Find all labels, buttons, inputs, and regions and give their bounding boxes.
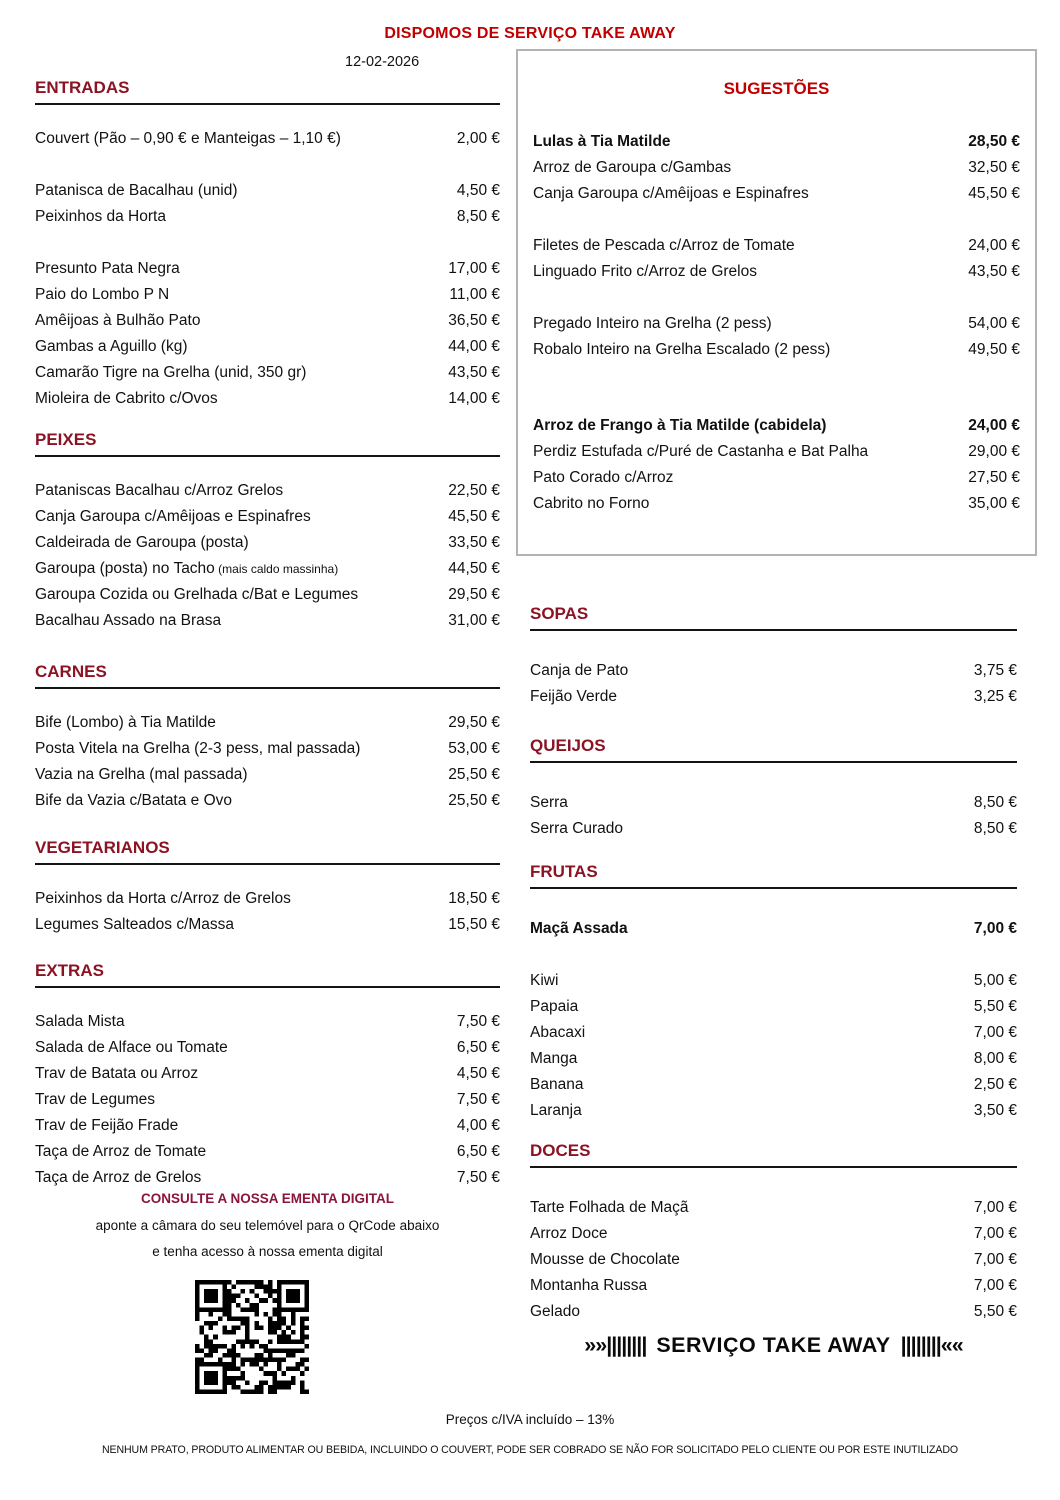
- menu-item-row: [533, 465, 1020, 491]
- item-price: 29,00 €: [968, 443, 1020, 460]
- item-name: Salada Mista: [35, 1013, 125, 1030]
- item-price: 25,50 €: [448, 766, 500, 783]
- menu-item-row: [533, 155, 1020, 181]
- menu-section-queijos: [530, 736, 1017, 842]
- item-name: Couvert (Pão – 0,90 € e Manteigas – 1,10 €): [35, 130, 341, 147]
- page-title: DISPOMOS DE SERVIÇO TAKE AWAY: [384, 25, 676, 42]
- menu-item-row: [35, 386, 500, 412]
- item-name: Trav de Batata ou Arroz: [35, 1065, 199, 1082]
- menu-item-row: [35, 1035, 500, 1061]
- menu-section-vegetarianos: [35, 838, 500, 938]
- item-name: Taça de Arroz de Tomate: [35, 1143, 207, 1160]
- item-price: 2,50 €: [973, 1076, 1017, 1093]
- menu-item-row: [530, 916, 1017, 942]
- menu-item-row: [35, 178, 500, 204]
- item-name: Serra: [530, 794, 568, 811]
- item-group: [35, 478, 500, 634]
- menu-item-row: [35, 334, 500, 360]
- item-name: Feijão Verde: [530, 688, 618, 705]
- menu-item-row: [533, 311, 1020, 337]
- menu-item-row: [35, 360, 500, 386]
- item-name: Filetes de Pescada c/Arroz de Tomate: [533, 237, 795, 254]
- item-price: 2,00 €: [456, 130, 500, 147]
- takeaway-banner: [530, 1333, 1017, 1358]
- item-price: 3,75 €: [973, 662, 1017, 679]
- item-group: [533, 311, 1020, 363]
- item-name: Gambas a Aguillo (kg): [35, 338, 188, 355]
- menu-item-row: [35, 256, 500, 282]
- item-name: Peixinhos da Horta: [35, 208, 166, 225]
- item-group: [533, 129, 1020, 207]
- item-price: 7,00 €: [973, 1199, 1017, 1216]
- section-title: CARNES: [35, 662, 500, 689]
- section-title: DOCES: [530, 1141, 1017, 1168]
- suggestions-items: [533, 129, 1020, 517]
- section-title: ENTRADAS: [35, 78, 500, 105]
- item-price: 53,00 €: [448, 740, 500, 757]
- legal-disclaimer: NENHUM PRATO, PRODUTO ALIMENTAR OU BEBIDA, INCLUINDO O COUVERT, PODE SER COBRADO SE NÃO FOR SOLICITADO PELO CLIENTE OU POR ESTE INUTILIZADO: [101, 1444, 959, 1456]
- menu-item-row: [35, 912, 500, 938]
- item-name: Pataniscas Bacalhau c/Arroz Grelos: [35, 482, 284, 499]
- item-note: (mais caldo massinha): [214, 562, 339, 576]
- qr-code-icon: [192, 1280, 312, 1394]
- menu-item-row: [533, 439, 1020, 465]
- item-price: 7,50 €: [456, 1169, 500, 1186]
- item-name: Arroz Doce: [530, 1225, 608, 1242]
- menu-section-sopas: [530, 604, 1017, 710]
- section-title: FRUTAS: [530, 862, 1017, 889]
- menu-item-row: [530, 968, 1017, 994]
- item-price: 54,00 €: [968, 315, 1020, 332]
- item-name: Garoupa (posta) no Tacho (mais caldo massinha): [35, 560, 339, 577]
- item-name: Legumes Salteados c/Massa: [35, 916, 235, 933]
- item-name: Presunto Pata Negra: [35, 260, 180, 277]
- menu-section-doces: [530, 1141, 1017, 1325]
- item-price: 7,00 €: [973, 920, 1017, 937]
- section-title: QUEIJOS: [530, 736, 1017, 763]
- menu-section-carnes: [35, 662, 500, 814]
- item-price: 8,50 €: [973, 794, 1017, 811]
- item-name: Mioleira de Cabrito c/Ovos: [35, 390, 218, 407]
- item-price: 33,50 €: [448, 534, 500, 551]
- item-name: Bife (Lombo) à Tia Matilde: [35, 714, 216, 731]
- menu-item-row: [35, 282, 500, 308]
- item-price: 44,50 €: [448, 560, 500, 577]
- item-name: Manga: [530, 1050, 578, 1067]
- item-name: Kiwi: [530, 972, 559, 989]
- item-price: 31,00 €: [448, 612, 500, 629]
- item-price: 25,50 €: [448, 792, 500, 809]
- menu-item-row: [35, 308, 500, 334]
- section-title: PEIXES: [35, 430, 500, 457]
- item-name: Linguado Frito c/Arroz de Grelos: [533, 263, 757, 280]
- item-price: 45,50 €: [448, 508, 500, 525]
- item-name: Papaia: [530, 998, 579, 1015]
- menu-item-row: [530, 1221, 1017, 1247]
- item-group: [530, 1195, 1017, 1325]
- menu-item-row: [530, 1046, 1017, 1072]
- menu-item-row: [35, 762, 500, 788]
- menu-item-row: [35, 530, 500, 556]
- item-price: 43,50 €: [448, 364, 500, 381]
- item-name: Abacaxi: [530, 1024, 586, 1041]
- item-price: 22,50 €: [448, 482, 500, 499]
- item-name: Trav de Legumes: [35, 1091, 156, 1108]
- menu-item-row: [530, 790, 1017, 816]
- item-group: [530, 790, 1017, 842]
- item-price: 27,50 €: [968, 469, 1020, 486]
- item-group: [530, 968, 1017, 1124]
- item-price: 5,50 €: [973, 1303, 1017, 1320]
- item-name: Salada de Alface ou Tomate: [35, 1039, 228, 1056]
- item-name: Banana: [530, 1076, 584, 1093]
- menu-item-row: [530, 994, 1017, 1020]
- menu-item-row: [533, 259, 1020, 285]
- item-price: 3,25 €: [973, 688, 1017, 705]
- item-group: [530, 658, 1017, 710]
- item-price: 17,00 €: [448, 260, 500, 277]
- item-price: 45,50 €: [968, 185, 1020, 202]
- item-price: 49,50 €: [968, 341, 1020, 358]
- item-price: 3,50 €: [973, 1102, 1017, 1119]
- item-price: 14,00 €: [448, 390, 500, 407]
- item-price: 29,50 €: [448, 714, 500, 731]
- item-name: Arroz de Frango à Tia Matilde (cabidela): [533, 417, 827, 434]
- item-price: 15,50 €: [448, 916, 500, 933]
- menu-item-row: [35, 788, 500, 814]
- menu-item-row: [533, 129, 1020, 155]
- item-price: 8,50 €: [456, 208, 500, 225]
- menu-section-peixes: [35, 430, 500, 634]
- menu-section-frutas: [530, 862, 1017, 1124]
- item-price: 24,00 €: [968, 417, 1020, 434]
- menu-item-row: [533, 413, 1020, 439]
- menu-item-row: [35, 1165, 500, 1191]
- item-name: Perdiz Estufada c/Puré de Castanha e Bat Palha: [533, 443, 869, 460]
- item-price: 35,00 €: [968, 495, 1020, 512]
- menu-date: 12-02-2026: [345, 54, 420, 70]
- menu-item-row: [35, 1009, 500, 1035]
- item-name: Pregado Inteiro na Grelha (2 pess): [533, 315, 772, 332]
- item-price: 44,00 €: [448, 338, 500, 355]
- item-group: [533, 413, 1020, 517]
- item-name: Serra Curado: [530, 820, 624, 837]
- item-price: 7,50 €: [456, 1013, 500, 1030]
- menu-item-row: [533, 491, 1020, 517]
- menu-item-row: [35, 126, 500, 152]
- suggestions-box: [516, 49, 1037, 556]
- item-group: [35, 886, 500, 938]
- menu-item-row: [530, 1072, 1017, 1098]
- menu-item-row: [35, 478, 500, 504]
- banner-text: SERVIÇO TAKE AWAY: [656, 1333, 891, 1357]
- item-name: Mousse de Chocolate: [530, 1251, 680, 1268]
- menu-item-row: [35, 204, 500, 230]
- item-name: Maçã Assada: [530, 920, 628, 937]
- menu-item-row: [35, 1061, 500, 1087]
- item-price: 43,50 €: [968, 263, 1020, 280]
- menu-item-row: [35, 556, 500, 582]
- item-group: [35, 256, 500, 412]
- item-group: [35, 1009, 500, 1191]
- item-name: Montanha Russa: [530, 1277, 648, 1294]
- item-price: 7,00 €: [973, 1251, 1017, 1268]
- menu-item-row: [530, 684, 1017, 710]
- item-name: Camarão Tigre na Grelha (unid, 350 gr): [35, 364, 307, 381]
- item-price: 5,00 €: [973, 972, 1017, 989]
- item-name: Lulas à Tia Matilde: [533, 133, 671, 150]
- menu-item-row: [530, 816, 1017, 842]
- suggestions-title: SUGESTÕES: [723, 79, 830, 98]
- menu-item-row: [530, 1247, 1017, 1273]
- item-name: Paio do Lombo P N: [35, 286, 170, 303]
- item-name: Canja Garoupa c/Amêijoas e Espinafres: [35, 508, 311, 525]
- menu-item-row: [35, 504, 500, 530]
- item-name: Patanisca de Bacalhau (unid): [35, 182, 238, 199]
- menu-item-row: [530, 1273, 1017, 1299]
- item-price: 29,50 €: [448, 586, 500, 603]
- item-price: 4,00 €: [456, 1117, 500, 1134]
- item-price: 7,00 €: [973, 1024, 1017, 1041]
- item-price: 4,50 €: [456, 1065, 500, 1082]
- item-name: Bacalhau Assado na Brasa: [35, 612, 222, 629]
- item-group: [533, 233, 1020, 285]
- digital-menu-block: [35, 1190, 500, 1260]
- digital-menu-line2: e tenha acesso à nossa ementa digital: [152, 1244, 383, 1259]
- item-price: 8,00 €: [973, 1050, 1017, 1067]
- menu-item-row: [530, 1020, 1017, 1046]
- menu-item-row: [533, 181, 1020, 207]
- item-price: 5,50 €: [973, 998, 1017, 1015]
- item-price: 28,50 €: [968, 133, 1020, 150]
- item-name: Garoupa Cozida ou Grelhada c/Bat e Legumes: [35, 586, 359, 603]
- item-name: Caldeirada de Garoupa (posta): [35, 534, 249, 551]
- item-price: 7,00 €: [973, 1277, 1017, 1294]
- item-price: 24,00 €: [968, 237, 1020, 254]
- menu-item-row: [530, 1299, 1017, 1325]
- menu-item-row: [35, 582, 500, 608]
- item-name: Robalo Inteiro na Grelha Escalado (2 pess): [533, 341, 831, 358]
- item-name: Amêijoas à Bulhão Pato: [35, 312, 201, 329]
- item-price: 18,50 €: [448, 890, 500, 907]
- item-name: Pato Corado c/Arroz: [533, 469, 674, 486]
- item-name: Laranja: [530, 1102, 582, 1119]
- item-name: Canja Garoupa c/Amêijoas e Espinafres: [533, 185, 809, 202]
- digital-menu-title: CONSULTE A NOSSA EMENTA DIGITAL: [141, 1191, 394, 1206]
- section-title: SOPAS: [530, 604, 1017, 631]
- menu-item-row: [530, 658, 1017, 684]
- item-price: 36,50 €: [448, 312, 500, 329]
- menu-item-row: [533, 233, 1020, 259]
- item-name: Taça de Arroz de Grelos: [35, 1169, 202, 1186]
- item-price: 11,00 €: [449, 286, 500, 303]
- item-name: Canja de Pato: [530, 662, 629, 679]
- item-name: Bife da Vazia c/Batata e Ovo: [35, 792, 233, 809]
- menu-item-row: [35, 736, 500, 762]
- banner-left-decoration: »»||||||||: [584, 1333, 647, 1357]
- menu-item-row: [533, 337, 1020, 363]
- section-title: EXTRAS: [35, 961, 500, 988]
- menu-item-row: [35, 1139, 500, 1165]
- item-price: 4,50 €: [456, 182, 500, 199]
- vat-note: Preços c/IVA incluído – 13%: [445, 1412, 615, 1427]
- item-name: Gelado: [530, 1303, 580, 1320]
- menu-item-row: [35, 710, 500, 736]
- menu-item-row: [530, 1098, 1017, 1124]
- item-price: 8,50 €: [973, 820, 1017, 837]
- section-title: VEGETARIANOS: [35, 838, 500, 865]
- banner-right-decoration: ||||||||««: [900, 1333, 963, 1357]
- item-price: 6,50 €: [456, 1039, 500, 1056]
- item-name: Vazia na Grelha (mal passada): [35, 766, 248, 783]
- menu-item-row: [530, 1195, 1017, 1221]
- item-name: Posta Vitela na Grelha (2-3 pess, mal passada): [35, 740, 361, 757]
- item-name: Cabrito no Forno: [533, 495, 650, 512]
- menu-item-row: [35, 886, 500, 912]
- item-price: 7,00 €: [973, 1225, 1017, 1242]
- menu-item-row: [35, 1087, 500, 1113]
- item-group: [530, 916, 1017, 942]
- item-group: [35, 126, 500, 152]
- digital-menu-line1: aponte a câmara do seu telemóvel para o QrCode abaixo: [95, 1218, 440, 1233]
- menu-section-extras: [35, 961, 500, 1191]
- item-price: 6,50 €: [456, 1143, 500, 1160]
- menu-section-entradas: [35, 78, 500, 412]
- menu-item-row: [35, 608, 500, 634]
- item-group: [35, 178, 500, 230]
- menu-item-row: [35, 1113, 500, 1139]
- item-name: Peixinhos da Horta c/Arroz de Grelos: [35, 890, 291, 907]
- item-name: Tarte Folhada de Maçã: [530, 1199, 689, 1216]
- item-name: Arroz de Garoupa c/Gambas: [533, 159, 732, 176]
- item-price: 32,50 €: [968, 159, 1020, 176]
- item-name: Trav de Feijão Frade: [35, 1117, 179, 1134]
- item-group: [35, 710, 500, 814]
- item-price: 7,50 €: [456, 1091, 500, 1108]
